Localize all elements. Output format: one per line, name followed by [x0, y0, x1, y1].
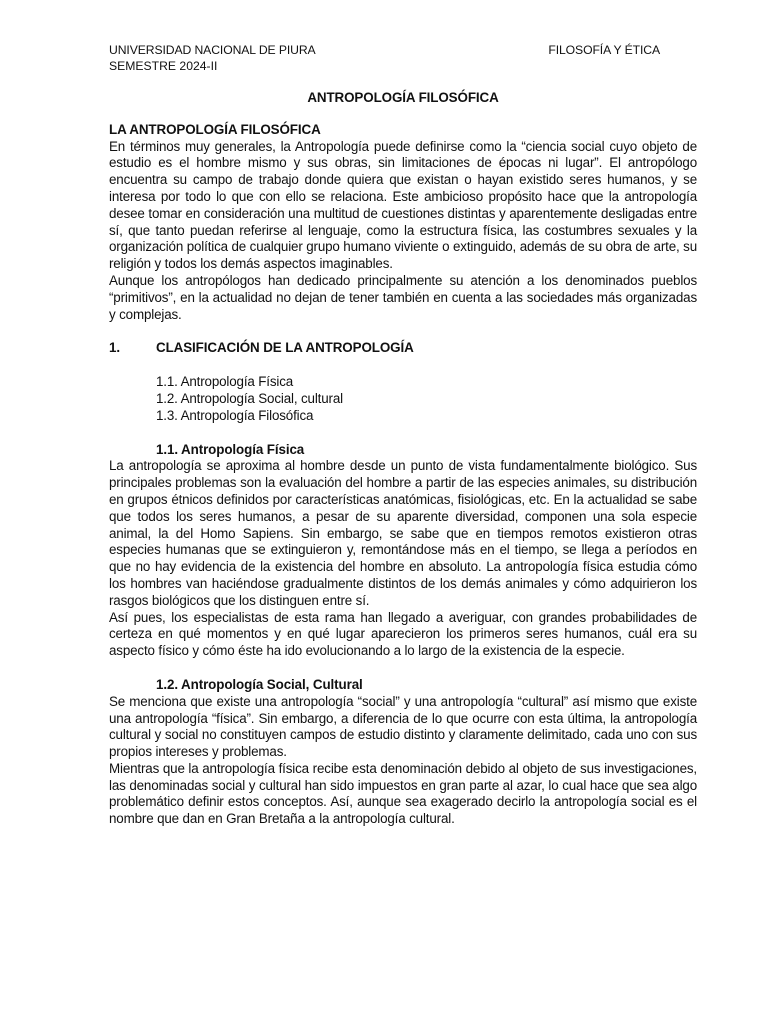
fisica-paragraph-2: Así pues, los especialistas de esta rama han llegado a averiguar, con grandes probabilidades de certeza en qué momentos y en qué lugar aparecieron los primeros seres humanos, cuál era su aspecto físico y cómo éste ha ido evolucionando a lo largo de la existencia de la especie. — [109, 609, 697, 659]
social-heading: 1.2. Antropología Social, Cultural — [156, 676, 363, 692]
list-item: 1.1. Antropología Física — [156, 374, 294, 390]
course-name: FILOSOFÍA Y ÉTICA — [548, 43, 660, 57]
social-paragraph-2: Mientras que la antropología física recibe esta denominación debido al objeto de sus investigaciones, las denominadas social y cultural han sido impuestos en gran parte al azar, lo cual hace que sea algo problemático definir estos conceptos. Así, aunque sea exagerado decirlo la antropología social es el nombre que dan en Gran Bretaña a la antropología cultural. — [109, 760, 697, 827]
list-item: 1.2. Antropología Social, cultural — [156, 390, 343, 406]
university-name: UNIVERSIDAD NACIONAL DE PIURA — [109, 43, 316, 57]
semester-label: SEMESTRE 2024-II — [109, 58, 218, 73]
social-paragraph-1: Se menciona que existe una antropología “social” y una antropología “cultural” así mismo que existe una antropología “física”. Sin embargo, a diferencia de lo que ocurre con esta última, la antropología cultural y social no constituyen campos de estudio distinto y claramente delimitado, cada uno con sus propios intereses y problemas. — [109, 693, 697, 760]
classification-list — [109, 374, 697, 424]
classification-heading — [109, 340, 697, 357]
document-title: ANTROPOLOGÍA FILOSÓFICA — [307, 90, 499, 105]
section-heading: LA ANTROPOLOGÍA FILOSÓFICA — [109, 121, 321, 137]
list-item: 1.3. Antropología Filosófica — [156, 407, 314, 423]
classification-title: CLASIFICACIÓN DE LA ANTROPOLOGÍA — [156, 340, 414, 356]
intro-paragraph-1: En términos muy generales, la Antropología puede definirse como la “ciencia social cuyo objeto de estudio es el hombre mismo y sus obras, sin limitaciones de épocas ni lugar”. El antropólogo encuentra su campo de trabajo donde quiera que existan o hayan existido seres humanos, y se interesa por todo lo que con ello se relaciona. Este ambicioso propósito hace que la antropología desee tomar en consideración una multitud de cuestiones distintas y aparentemente desligadas entre sí, que tanto puedan referirse al lenguaje, como la estructura física, las costumbres sexuales y la organización política de cualquier grupo humano viviente o extinguido, además de su obra de arte, su religión y todos los demás aspectos imaginables. — [109, 138, 697, 272]
fisica-heading: 1.1. Antropología Física — [156, 441, 305, 457]
page-header — [109, 43, 697, 59]
fisica-paragraph-1: La antropología se aproxima al hombre desde un punto de vista fundamentalmente biológico. Sus principales problemas son la evaluación del hombre a partir de las especies animales, su distribución en grupos étnicos definidos por características anatómicas, fisiológicas, etc. En la actualidad se sabe que todos los seres humanos, a pesar de su aparente diversidad, componen una sola especie animal, la del Homo Sapiens. Sin embargo, se sabe que en tiempos remotos existieron otras especies humanas que se extinguieron y, remontándose más en el tiempo, se llega a períodos en que no hay evidencia de la existencia del hombre en absoluto. La antropología física estudia cómo los hombres van haciéndose gradualmente distintos de los demás animales y cómo adquirieron los rasgos biológicos que los distinguen entre sí. — [109, 458, 697, 608]
classification-number: 1. — [109, 340, 120, 356]
intro-paragraph-2: Aunque los antropólogos han dedicado principalmente su atención a los denominados pueblos “primitivos”, en la actualidad no dejan de tener también en cuenta a las sociedades más organizadas y complejas. — [109, 272, 697, 322]
document-page — [109, 43, 697, 828]
